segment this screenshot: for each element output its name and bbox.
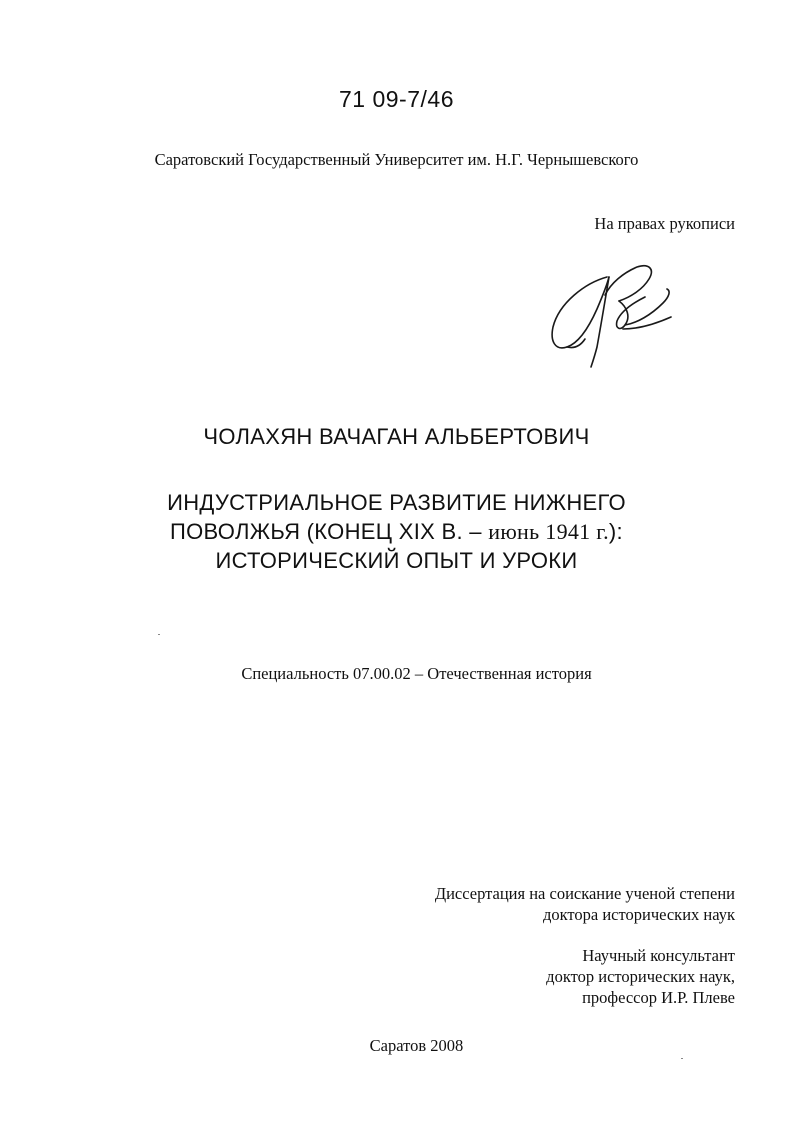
consultant-line-1: Научный консультант (582, 946, 735, 965)
consultant-line-2: доктор исторических наук, (546, 967, 735, 986)
signature-icon (545, 255, 685, 370)
title-line-2-part-3: ): (608, 519, 623, 544)
catalog-code: 71 09-7/46 (339, 86, 454, 112)
city-year: Саратов 2008 (369, 1036, 464, 1055)
scientific-consultant (546, 945, 735, 1008)
specialty: Специальность 07.00.02 – Отечественная история (241, 664, 592, 683)
manuscript-note: На правах рукописи (594, 214, 735, 233)
title-line-2 (0, 517, 793, 546)
degree-statement (435, 883, 735, 925)
title-line-3: ИСТОРИЧЕСКИЙ ОПЫТ И УРОКИ (215, 548, 578, 573)
consultant-line-3: профессор И.Р. Плеве (582, 988, 735, 1007)
dissertation-title (0, 488, 793, 575)
scan-speck (158, 634, 160, 635)
title-line-2-part-2: июнь 1941 г. (488, 519, 609, 544)
scan-speck (681, 1058, 683, 1059)
degree-line-1: Диссертация на соискание ученой степени (434, 884, 735, 903)
university-name: Саратовский Государственный Университет им. Н.Г. Чернышевского (154, 150, 639, 169)
title-line-1: ИНДУСТРИАЛЬНОЕ РАЗВИТИЕ НИЖНЕГО (167, 490, 626, 515)
degree-line-2: доктора исторических наук (542, 905, 735, 924)
author-name: ЧОЛАХЯН ВАЧАГАН АЛЬБЕРТОВИЧ (203, 424, 590, 449)
title-line-2-part-1: ПОВОЛЖЬЯ (КОНЕЦ XIX В. – (170, 519, 489, 544)
